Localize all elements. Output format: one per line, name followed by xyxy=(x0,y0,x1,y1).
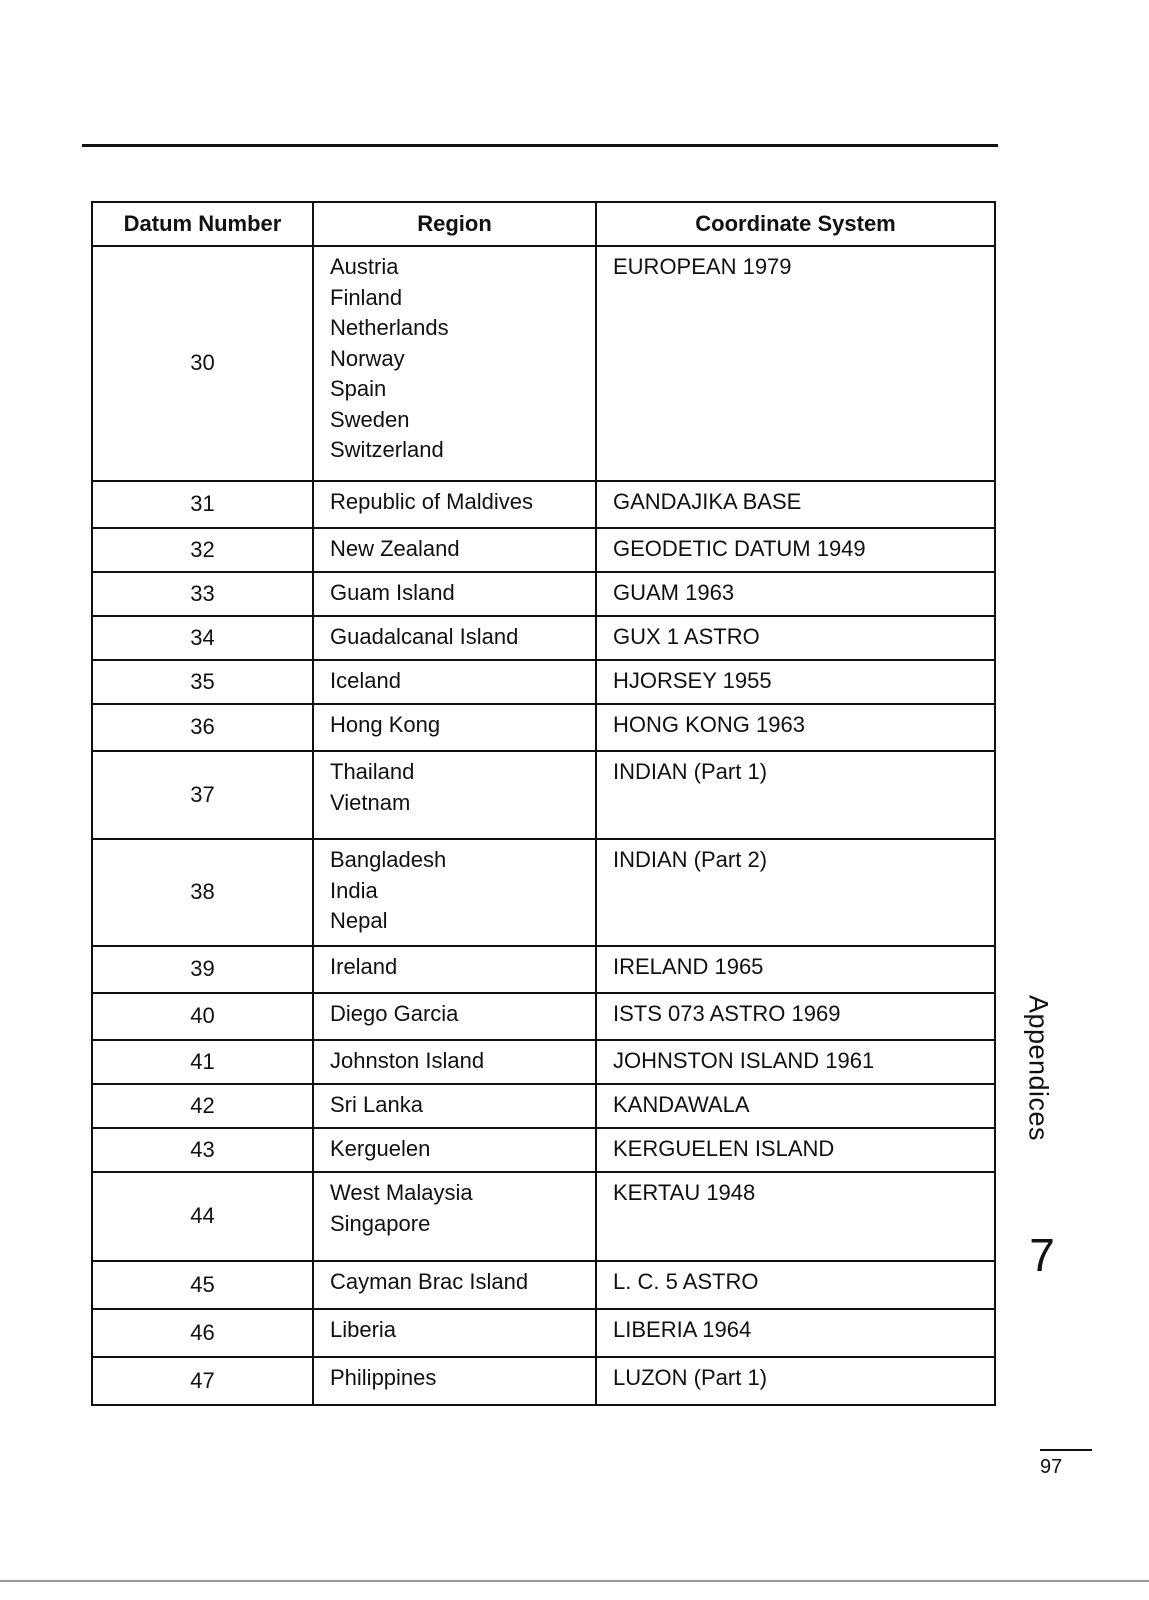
region-name: Cayman Brac Island xyxy=(330,1269,529,1294)
header-coordinate-system: Coordinate System xyxy=(596,202,995,246)
datum-number-cell: 39 xyxy=(92,946,313,993)
chapter-number: 7 xyxy=(1029,1229,1055,1281)
table-row xyxy=(92,1261,995,1309)
coordinate-system-cell: LIBERIA 1964 xyxy=(596,1309,995,1357)
datum-number-cell: 42 xyxy=(92,1084,313,1128)
region-name: Vietnam xyxy=(330,789,411,815)
region-cell xyxy=(313,481,596,528)
table-row xyxy=(92,1172,995,1261)
coordinate-system-cell: GUAM 1963 xyxy=(596,572,995,616)
region-name: Finland xyxy=(330,284,403,310)
coordinate-system-cell: HJORSEY 1955 xyxy=(596,660,995,704)
datum-number-cell: 38 xyxy=(92,839,313,946)
table-header-row xyxy=(92,202,995,246)
top-rule xyxy=(82,144,998,147)
region-name: Hong Kong xyxy=(330,712,441,737)
datum-number-cell: 46 xyxy=(92,1309,313,1357)
coordinate-system-cell: JOHNSTON ISLAND 1961 xyxy=(596,1040,995,1084)
datum-number-cell: 45 xyxy=(92,1261,313,1309)
coordinate-system-cell: INDIAN (Part 1) xyxy=(596,751,995,839)
region-name: India xyxy=(330,877,378,903)
header-region: Region xyxy=(313,202,596,246)
table-row xyxy=(92,528,995,572)
table-row xyxy=(92,246,995,481)
coordinate-system-cell: GUX 1 ASTRO xyxy=(596,616,995,660)
region-cell xyxy=(313,946,596,993)
coordinate-system-cell: GANDAJIKA BASE xyxy=(596,481,995,528)
page-number: 97 xyxy=(1040,1456,1063,1478)
region-cell xyxy=(313,246,596,481)
table-row xyxy=(92,751,995,839)
region-name: Sweden xyxy=(330,406,410,432)
region-cell xyxy=(313,660,596,704)
region-name: Spain xyxy=(330,376,387,401)
coordinate-system-cell: EUROPEAN 1979 xyxy=(596,246,995,481)
table-row xyxy=(92,839,995,946)
region-cell xyxy=(313,1261,596,1309)
region-name: Thailand xyxy=(330,759,415,784)
coordinate-system-cell: KERTAU 1948 xyxy=(596,1172,995,1261)
table-row xyxy=(92,1084,995,1128)
region-cell xyxy=(313,528,596,572)
datum-table xyxy=(91,201,996,1406)
datum-number-cell: 47 xyxy=(92,1357,313,1405)
table-row xyxy=(92,616,995,660)
datum-number-cell: 33 xyxy=(92,572,313,616)
region-name: New Zealand xyxy=(330,536,460,561)
region-name: Austria xyxy=(330,254,399,279)
datum-number-cell: 37 xyxy=(92,751,313,839)
datum-number-cell: 32 xyxy=(92,528,313,572)
region-name: Kerguelen xyxy=(330,1136,431,1161)
table-row xyxy=(92,993,995,1040)
region-name: Republic of Maldives xyxy=(330,489,533,514)
region-name: Nepal xyxy=(330,908,388,933)
datum-number-cell: 31 xyxy=(92,481,313,528)
coordinate-system-cell: LUZON (Part 1) xyxy=(596,1357,995,1405)
region-name: West Malaysia xyxy=(330,1180,473,1205)
region-cell xyxy=(313,1172,596,1261)
region-cell xyxy=(313,1040,596,1084)
side-tab-label: Appendices xyxy=(1023,994,1054,1142)
region-cell xyxy=(313,751,596,839)
table-body xyxy=(92,246,995,1405)
region-name: Bangladesh xyxy=(330,847,447,872)
table-row xyxy=(92,1128,995,1172)
datum-number-cell: 41 xyxy=(92,1040,313,1084)
table-row xyxy=(92,1309,995,1357)
datum-number-cell: 40 xyxy=(92,993,313,1040)
coordinate-system-cell: KERGUELEN ISLAND xyxy=(596,1128,995,1172)
datum-number-cell: 43 xyxy=(92,1128,313,1172)
page-number-rule xyxy=(1040,1449,1092,1451)
region-name: Johnston Island xyxy=(330,1048,485,1073)
table-row xyxy=(92,946,995,993)
region-name: Guam Island xyxy=(330,580,455,605)
table-row xyxy=(92,1040,995,1084)
region-name: Norway xyxy=(330,345,405,371)
datum-number-cell: 44 xyxy=(92,1172,313,1261)
datum-number-cell: 34 xyxy=(92,616,313,660)
region-cell xyxy=(313,1128,596,1172)
coordinate-system-cell: KANDAWALA xyxy=(596,1084,995,1128)
region-name: Ireland xyxy=(330,954,398,979)
datum-number-cell: 30 xyxy=(92,246,313,481)
table-row xyxy=(92,1357,995,1405)
region-name: Singapore xyxy=(330,1210,431,1236)
datum-number-cell: 35 xyxy=(92,660,313,704)
region-cell xyxy=(313,1084,596,1128)
region-cell xyxy=(313,1357,596,1405)
header-datum-number: Datum Number xyxy=(92,202,313,246)
region-name: Switzerland xyxy=(330,437,444,462)
coordinate-system-cell: IRELAND 1965 xyxy=(596,946,995,993)
table-row xyxy=(92,572,995,616)
coordinate-system-cell: L. C. 5 ASTRO xyxy=(596,1261,995,1309)
coordinate-system-cell: GEODETIC DATUM 1949 xyxy=(596,528,995,572)
bottom-edge-rule xyxy=(0,1580,1149,1582)
region-cell xyxy=(313,993,596,1040)
region-name: Philippines xyxy=(330,1365,437,1390)
coordinate-system-cell: ISTS 073 ASTRO 1969 xyxy=(596,993,995,1040)
region-cell xyxy=(313,572,596,616)
region-cell xyxy=(313,1309,596,1357)
region-name: Guadalcanal Island xyxy=(330,624,519,649)
region-cell xyxy=(313,839,596,946)
region-name: Diego Garcia xyxy=(330,1001,459,1026)
coordinate-system-cell: HONG KONG 1963 xyxy=(596,704,995,751)
coordinate-system-cell: INDIAN (Part 2) xyxy=(596,839,995,946)
datum-number-cell: 36 xyxy=(92,704,313,751)
region-name: Liberia xyxy=(330,1317,397,1342)
region-name: Iceland xyxy=(330,668,401,693)
region-cell xyxy=(313,704,596,751)
table-row xyxy=(92,704,995,751)
table-row xyxy=(92,660,995,704)
table-row xyxy=(92,481,995,528)
region-name: Sri Lanka xyxy=(330,1092,423,1117)
region-name: Netherlands xyxy=(330,315,449,340)
region-cell xyxy=(313,616,596,660)
